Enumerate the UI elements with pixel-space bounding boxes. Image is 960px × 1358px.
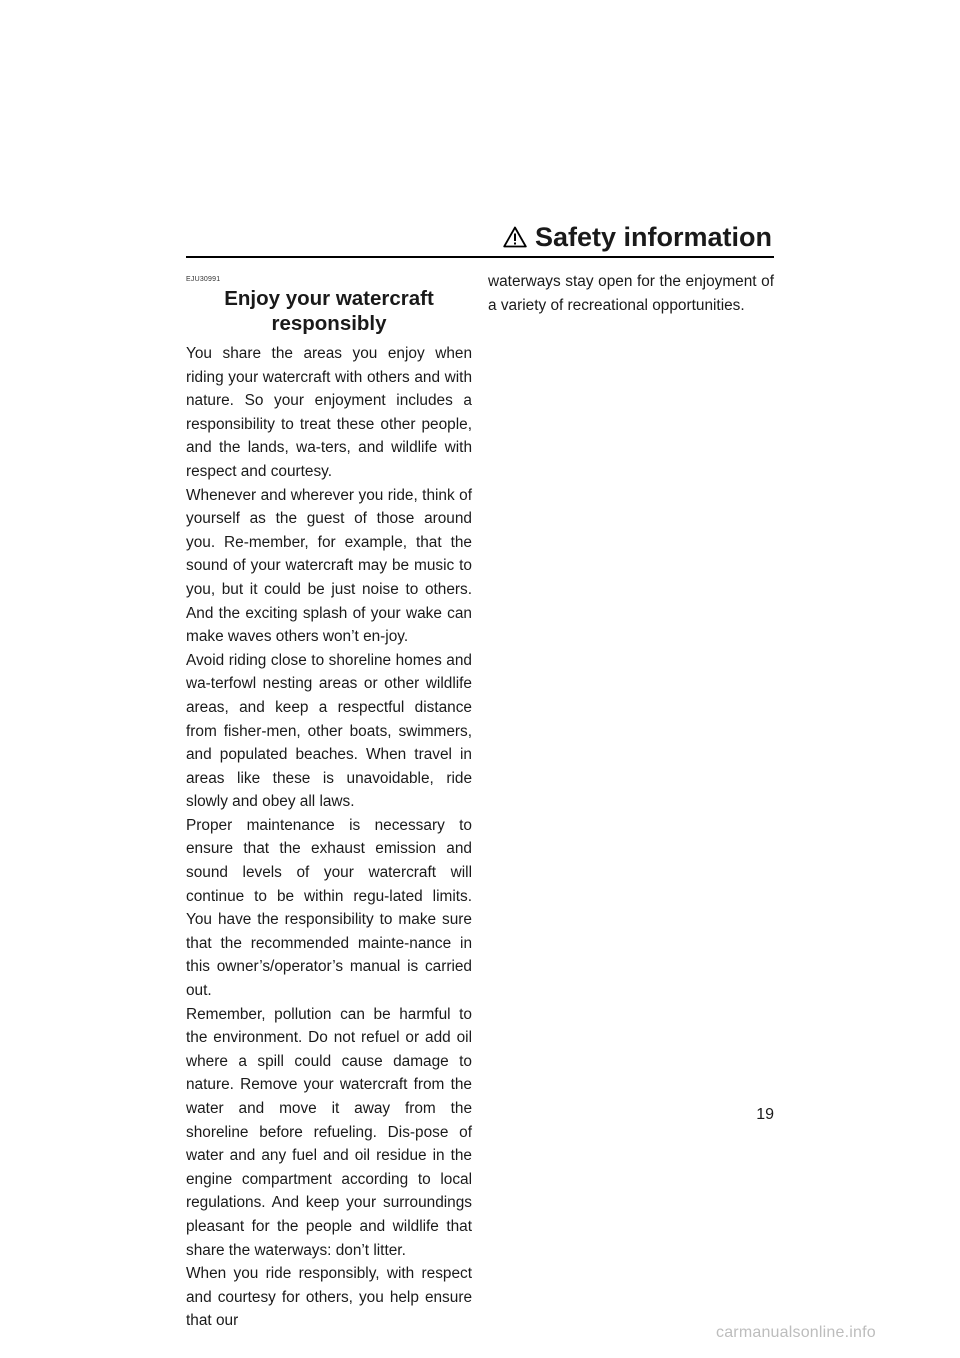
section-code: EJU30991 [186, 276, 221, 283]
right-column [488, 270, 774, 317]
paragraph-maintenance: Proper maintenance is necessary to ensure that the exhaust emission and sound levels of your watercraft will continue to be within regu-lated limits. You have the responsibility to make sure that the recommended mainte-nance in this owner’s/operator’s manual is carried out. [186, 816, 472, 1000]
header-title-group [503, 220, 772, 254]
footer-watermark-url: carmanualsonline.info [716, 1324, 876, 1341]
header-title: Safety information [534, 222, 772, 252]
section-title [186, 286, 472, 336]
warning-triangle-icon [503, 226, 527, 248]
paragraph-continuation: waterways stay open for the enjoyment of a variety of recreational opportunities. [488, 273, 774, 314]
page-header [186, 222, 774, 258]
section-title-line1: Enjoy your watercraft [224, 287, 434, 310]
paragraph-pollution: Remember, pollution can be harmful to the environment. Do not refuel or add oil where a spill could cause damage to nature. Remove your watercraft from the water and move it away from the shoreline before refueling. Dis-pose of water and any fuel and oil residue in the engine compartment according to local regulations. And keep your surroundings pleasant for the people and wildlife that share the waterways: don’t litter. [186, 1005, 472, 1259]
paragraph-ride-responsibly: When you ride responsibly, with respect and courtesy for others, you help ensure that our [186, 1265, 472, 1330]
paragraph-sharing: You share the areas you enjoy when riding your watercraft with others and with nature. So your enjoyment includes a responsibility to treat these other people, and the lands, wa-ters, and wildlife with respect and courtesy. [186, 345, 472, 480]
section-title-line2: responsibly [271, 312, 387, 335]
left-column [186, 276, 472, 1333]
page-number: 19 [756, 1106, 774, 1123]
paragraph-shoreline: Avoid riding close to shoreline homes and wa-terfowl nesting areas or other wildlife areas, and keep a respectful distance from fisher-men, other boats, swimmers, and populated beaches. When travel in areas like these is unavoidable, ride slowly and obey all laws. [186, 651, 472, 811]
paragraph-guest: Whenever and wherever you ride, think of yourself as the guest of those around you. Re-member, for example, that the sound of your watercraft may be music to you, but it could be just noise to others. And the exciting splash of your wake can make waves others won’t en-joy. [186, 486, 472, 646]
